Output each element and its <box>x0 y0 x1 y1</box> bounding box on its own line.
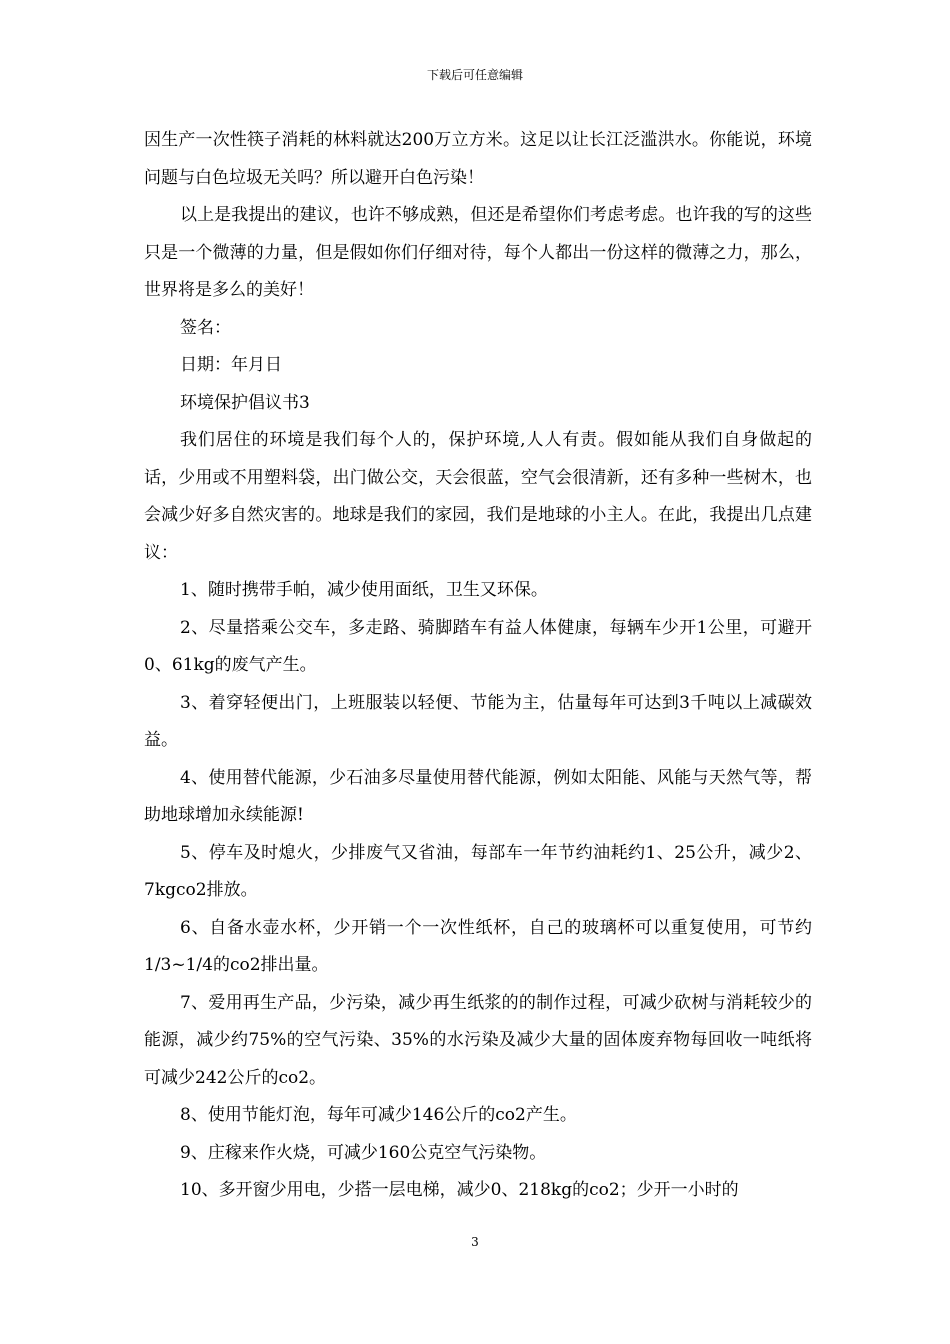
list-item: 4、使用替代能源，少石油多尽量使用替代能源，例如太阳能、风能与天然气等，帮助地球增加永续能源! <box>144 767 812 825</box>
paragraph: 以上是我提出的建议，也许不够成熟，但还是希望你们考虑考虑。也许我的写的这些只是一个微薄的力量，但是假如你们仔细对待，每个人都出一份这样的微薄之力，那么，世界将是多么的美好！ <box>144 205 812 300</box>
paragraph: 我们居住的环境是我们每个人的，保护环境,人人有责。假如能从我们自身做起的话，少用或不用塑料袋，出门做公交，天会很蓝，空气会很清新，还有多种一些树木，也会减少好多自然灾害的。地球是我们的家园，我们是地球的小主人。在此，我提出几点建议： <box>144 430 812 563</box>
document-body <box>144 122 812 1210</box>
page-header: 下载后可任意编辑 <box>426 68 523 82</box>
list-item: 2、尽量搭乘公交车，多走路、骑脚踏车有益人体健康，每辆车少开1公里，可避开0、61kg的废气产生。 <box>144 617 812 675</box>
list-item: 6、自备水壶水杯，少开销一个一次性纸杯，自己的玻璃杯可以重复使用，可节约1/3~1/4的co2排出量。 <box>144 917 812 975</box>
list-item: 9、庄稼来作火烧，可减少160公克空气污染物。 <box>180 1142 547 1163</box>
signature-line: 签名： <box>180 317 231 338</box>
date-line: 日期：年月日 <box>180 355 282 375</box>
section-title: 环境保护倡议书3 <box>180 392 310 413</box>
paragraph: 因生产一次性筷子消耗的林料就达200万立方米。这足以让长江泛滥洪水。你能说，环境问题与白色垃圾无关吗？所以避开白色污染！ <box>144 130 812 188</box>
list-item: 5、停车及时熄火，少排废气又省油，每部车一年节约油耗约1、25公升，减少2、7kgco2排放。 <box>144 842 812 900</box>
list-item: 3、着穿轻便出门，上班服装以轻便、节能为主，估量每年可达到3千吨以上减碳效益。 <box>144 692 812 750</box>
list-item: 1、随时携带手帕，减少使用面纸，卫生又环保。 <box>180 580 548 600</box>
page-number: 3 <box>471 1235 479 1249</box>
list-item: 8、使用节能灯泡，每年可减少146公斤的co2产生。 <box>180 1105 577 1125</box>
list-item: 10、多开窗少用电，少搭一层电梯，减少0、218kg的co2；少开一小时的 <box>180 1180 739 1200</box>
list-item: 7、爱用再生产品，少污染，减少再生纸浆的的制作过程，可减少砍树与消耗较少的能源，减少约75%的空气污染、35%的水污染及减少大量的固体废弃物每回收一吨纸将可减少242公斤的co2。 <box>144 992 812 1088</box>
